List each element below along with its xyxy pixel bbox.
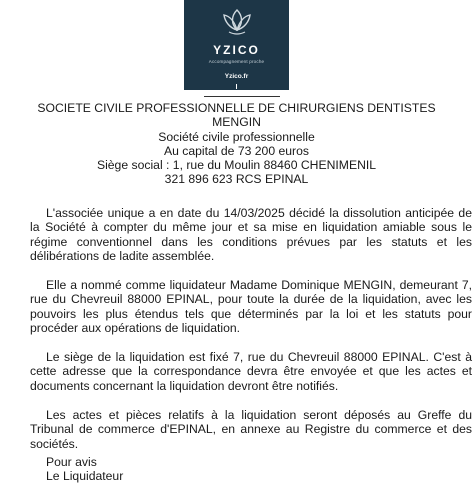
signature-line-2: Le Liquidateur (46, 469, 124, 484)
divider-rule (204, 96, 280, 97)
signature-line-1: Pour avis (46, 455, 97, 469)
header-line-5: Siège social : 1, rue du Moulin 88460 CHENIMENIL (96, 158, 377, 173)
paragraph-registered-office: Le siège de la liquidation est fixé 7, rue du Chevreuil 88000 EPINAL. C'est à cette adresse que la correspondance devra être envoyée et que les actes et documents concernant la liquidation devront être notifiés. (30, 350, 472, 393)
logo-brand: YZICO (213, 43, 260, 57)
header-line-4: Au capital de 73 200 euros (163, 143, 309, 158)
header-line-3: Société civile professionnelle (158, 129, 315, 144)
paragraph-liquidator: Elle a nommé comme liquidateur Madame Dominique MENGIN, demeurant 7, rue du Chevreuil 88000 EPINAL, pour toute la durée de la liquidation, avec les pouvoirs les plus étendus tels que déterminés par la loi et les statuts pour procéder aux opérations de liquidation. (30, 278, 472, 335)
lotus-icon (220, 6, 254, 36)
logo-tagline: Accompagnement proche (208, 59, 265, 64)
company-header (0, 101, 473, 187)
header-line-6: 321 896 623 RCS EPINAL (164, 172, 309, 187)
yzico-logo (184, 0, 289, 90)
paragraph-dissolution: L'associée unique a en date du 14/03/2025 décidé la dissolution anticipée de la Société à compter du même jour et sa mise en liquidation amiable sous le régime conventionnel dans les conditions prévues par les statuts et les délibérations de ladite assemblée. (30, 206, 472, 263)
logo-tick (236, 84, 237, 89)
header-line-1: SOCIETE CIVILE PROFESSIONNELLE DE CHIRURGIENS DENTISTES (37, 101, 436, 115)
signature-block (46, 455, 123, 484)
logo-url: Yzico.fr (224, 73, 249, 80)
paragraph-filing: Les actes et pièces relatifs à la liquidation seront déposés au Greffe du Tribunal de commerce d'EPINAL, en annexe au Registre du commerce et des sociétés. (30, 408, 472, 451)
header-line-2: MENGIN (212, 115, 261, 130)
